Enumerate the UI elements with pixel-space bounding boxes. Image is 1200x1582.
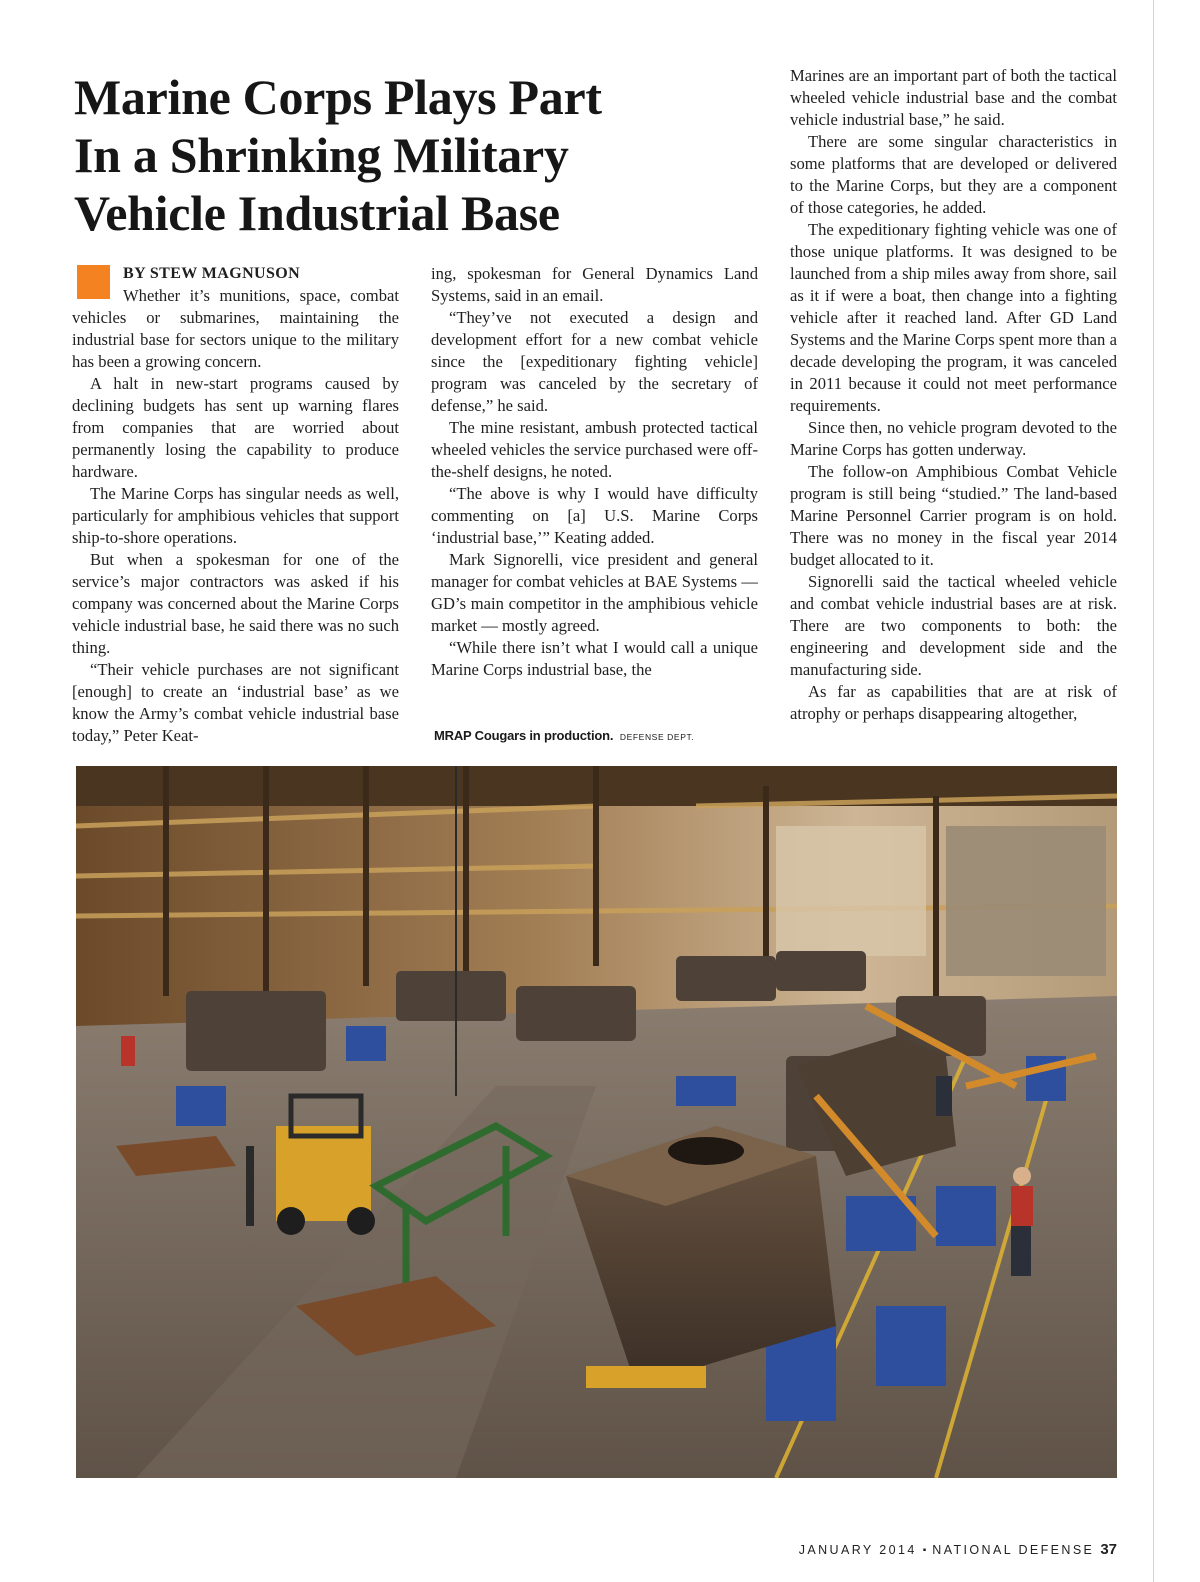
section-marker-square: [77, 265, 110, 299]
paragraph-4: But when a spokesman for one of the service’s major contractors was asked if his company was concerned about the Marine Corps vehicle industrial base, he said there was no such thing.: [72, 550, 399, 657]
footer-magazine-name: NATIONAL DEFENSE: [932, 1543, 1095, 1557]
paragraph-16: As far as capabilities that are at risk of atrophy or perhaps disappearing altogether,: [790, 682, 1117, 723]
page-edge-divider: [1153, 0, 1154, 1582]
article-column-3: [790, 65, 1117, 725]
headline-line-3: Vehicle Industrial Base: [74, 185, 560, 241]
paragraph-11: There are some singular characteristics in some platforms that are developed or delivered to the Marine Corps, but they are a component of those categories, he added.: [790, 132, 1117, 217]
article-column-1: [72, 263, 399, 747]
footer-issue-date: JANUARY 2014: [798, 1543, 917, 1557]
paragraph-5-start: “Their vehicle purchases are not significant [enough] to create an ‘industrial base’ as we know the Army’s combat vehicle industrial base today,” Peter Keat-: [72, 660, 399, 745]
paragraph-9: Mark Signorelli, vice president and general manager for combat vehicles at BAE Systems — GD’s main competitor in the amphibious vehicle market — mostly agreed.: [431, 550, 758, 635]
paragraph-6: “They’ve not executed a design and development effort for a new combat vehicle since the [expeditionary fighting vehicle] program was canceled by the secretary of defense,” he said.: [431, 308, 758, 415]
page-footer: [799, 1541, 1117, 1559]
paragraph-5-continued: ing, spokesman for General Dynamics Land Systems, said in an email.: [431, 264, 758, 305]
headline-line-1: Marine Corps Plays Part: [74, 69, 602, 125]
page-number: 37: [1100, 1541, 1117, 1558]
caption-text: MRAP Cougars in production.: [434, 728, 614, 743]
paragraph-3: The Marine Corps has singular needs as well, particularly for amphibious vehicles that support ship-to-shore operations.: [72, 484, 399, 547]
factory-floor-photo: [76, 766, 1117, 1478]
headline-line-2: In a Shrinking Military: [74, 127, 569, 183]
article-headline: [74, 68, 714, 242]
paragraph-15: Signorelli said the tactical wheeled vehicle and combat vehicle industrial bases are at risk. There are two components to both: the engineering and development side and the manufacturing side.: [790, 572, 1117, 679]
paragraph-1: Whether it’s munitions, space, combat vehicles or submarines, maintaining the industrial base for sectors unique to the military has been a growing concern.: [72, 286, 399, 371]
paragraph-8: “The above is why I would have difficulty commenting on [a] U.S. Marine Corps ‘industrial base,’” Keating added.: [431, 484, 758, 547]
paragraph-10-continued: Marines are an important part of both the tactical wheeled vehicle industrial base and the combat vehicle industrial base,” he said.: [790, 66, 1117, 129]
photo-credit: DEFENSE DEPT.: [619, 732, 695, 742]
paragraph-10-start: “While there isn’t what I would call a unique Marine Corps industrial base, the: [431, 638, 758, 679]
paragraph-13: Since then, no vehicle program devoted to the Marine Corps has gotten underway.: [790, 418, 1117, 459]
byline-row: [72, 263, 399, 285]
byline: BY STEW MAGNUSON: [123, 265, 301, 282]
article-column-2: [431, 263, 758, 681]
footer-bullet: ▪: [922, 1545, 927, 1556]
paragraph-7: The mine resistant, ambush protected tactical wheeled vehicles the service purchased were off-the-shelf designs, he noted.: [431, 418, 758, 481]
paragraph-14: The follow-on Amphibious Combat Vehicle program is still being “studied.” The land-based Marine Personnel Carrier program is on hold. There was no money in the fiscal year 2014 budget allocated to it.: [790, 462, 1117, 569]
paragraph-12: The expeditionary fighting vehicle was one of those unique platforms. It was designed to be launched from a ship miles away from shore, sail as it if were a boat, then change into a fighting vehicle after it reached land. After GD Land Systems and the Marine Corps spent more than a decade developing the program, it was canceled in 2011 because it could not meet performance requirements.: [790, 220, 1117, 415]
paragraph-2: A halt in new-start programs caused by declining budgets has sent up warning flares from companies that are worried about permanently losing the capability to produce hardware.: [72, 374, 399, 481]
photo-caption: [434, 728, 694, 743]
